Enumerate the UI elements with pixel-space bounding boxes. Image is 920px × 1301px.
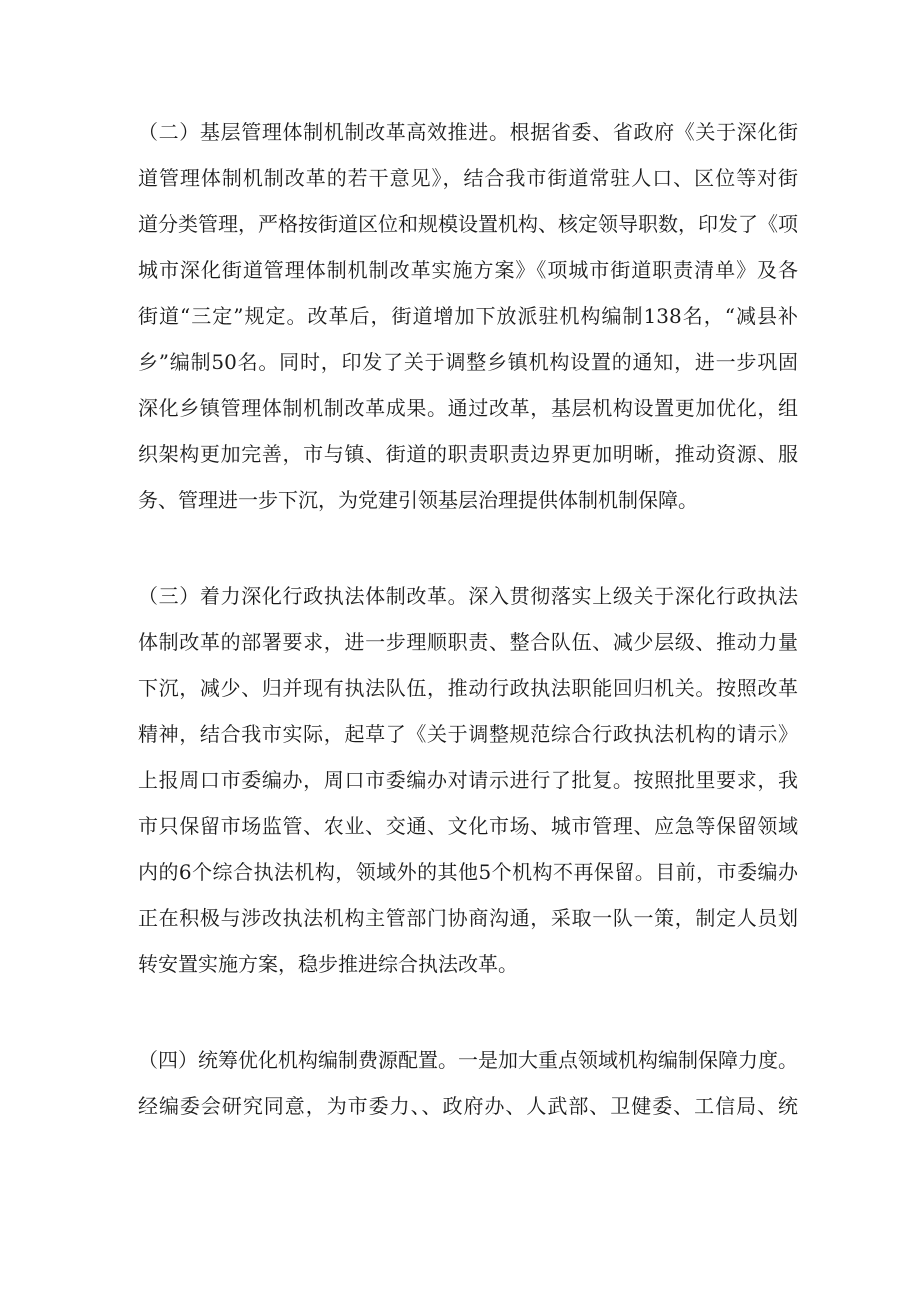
text-line: 正在积极与涉改执法机构主管部门协商沟通，采取一队一策，制定人员划 bbox=[138, 906, 798, 930]
text-line: 体制改革的部署要求，进一步理顺职责、整合队伍、减少层级、推动力量 bbox=[138, 630, 798, 654]
text-line: 经编委会研究同意，为市委力、、政府办、人武部、卫健委、工信局、统 bbox=[138, 1094, 798, 1118]
text-line: 街道“三定”规定。改革后，街道增加下放派驻机构编制138名，“减县补 bbox=[138, 304, 798, 328]
text-line: 道分类管理，严格按街道区位和规模设置机构、核定领导职数，印发了《项 bbox=[138, 212, 798, 236]
text-line: 市只保留市场监管、农业、交通、文化市场、城市管理、应急等保留领域 bbox=[138, 814, 798, 838]
text-line: 务、管理进一步下沉，为党建引领基层治理提供体制机制保障。 bbox=[138, 488, 698, 512]
text-line: 深化乡镇管理体制机制改革成果。通过改革，基层机构设置更加优化，组 bbox=[138, 396, 798, 420]
text-line: 内的6个综合执法机构，领域外的其他5个机构不再保留。目前，市委编办 bbox=[138, 860, 798, 884]
text-line: 乡”编制50名。同时，印发了关于调整乡镇机构设置的通知，进一步巩固 bbox=[138, 350, 798, 374]
text-line: （三）着力深化行政执法体制改革。深入贯彻落实上级关于深化行政执法 bbox=[138, 584, 798, 608]
text-line: （二）基层管理体制机制改革高效推进。根据省委、省政府《关于深化街 bbox=[138, 120, 798, 144]
text-line: 下沉，减少、归并现有执法队伍，推动行政执法职能回归机关。按照改革 bbox=[138, 676, 798, 700]
text-line: 转安置实施方案，稳步推进综合执法改革。 bbox=[138, 952, 518, 976]
text-line: 城市深化街道管理体制机制改革实施方案》《项城市街道职责清单》及各 bbox=[138, 258, 798, 282]
text-line: 织架构更加完善，市与镇、街道的职责职责边界更加明晰，推动资源、服 bbox=[138, 442, 798, 466]
text-line: 道管理体制机制改革的若干意见》，结合我市街道常驻人口、区位等对街 bbox=[138, 166, 798, 190]
text-line: 上报周口市委编办，周口市委编办对请示进行了批复。按照批里要求，我 bbox=[138, 768, 798, 792]
text-line: 精神，结合我市实际，起草了《关于调整规范综合行政执法机构的请示》 bbox=[138, 722, 798, 746]
text-line: （四）统筹优化机构编制费源配置。一是加大重点领域机构编制保障力度。 bbox=[138, 1048, 798, 1072]
